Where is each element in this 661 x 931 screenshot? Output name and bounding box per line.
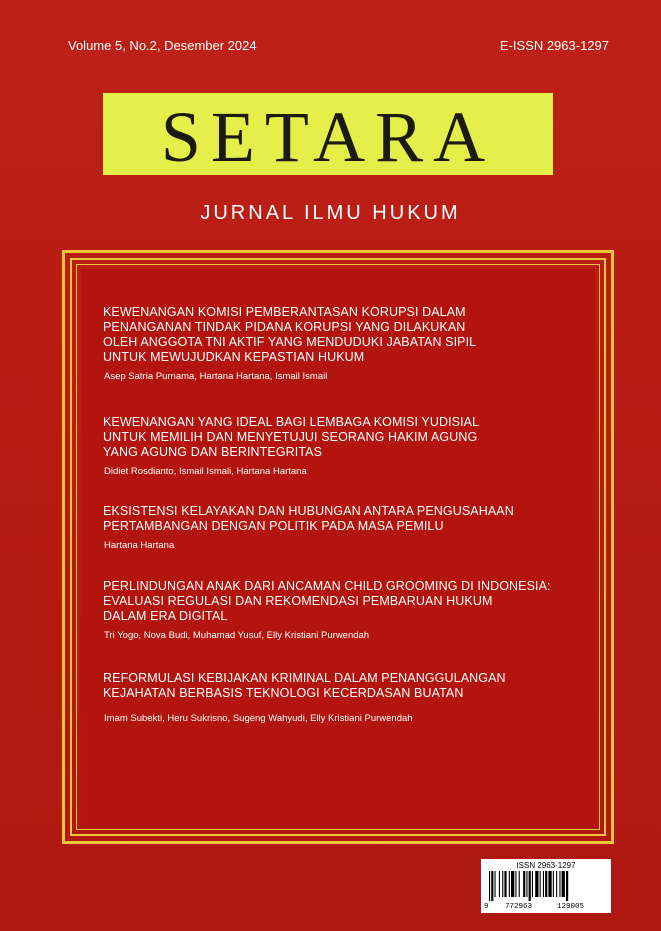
barcode-bars — [489, 871, 603, 901]
article-title-line: PERTAMBANGAN DENGAN POLITIK PADA MASA PEMILU — [103, 519, 444, 533]
article-title-line: KEWENANGAN KOMISI PEMBERANTASAN KORUPSI DALAM — [103, 305, 466, 319]
barcode-bar — [515, 871, 516, 897]
article-title-line: DALAM ERA DIGITAL — [103, 609, 228, 623]
barcode-digits-right: 129005 — [557, 903, 585, 911]
article-title — [103, 671, 603, 701]
barcode-bar — [562, 871, 565, 897]
article-2 — [103, 415, 603, 477]
barcode-digits-left: 772963 — [505, 903, 533, 911]
article-4 — [103, 579, 603, 641]
article-title-line: UNTUK MEWUJUDKAN KEPASTIAN HUKUM — [103, 350, 365, 364]
article-title-line: REFORMULASI KEBIJAKAN KRIMINAL DALAM PENANGGULANGAN — [103, 671, 506, 685]
barcode-bar — [543, 871, 544, 897]
article-authors: Imam Subekti, Heru Sukrisno, Sugeng Wahyudi, Elly Kristiani Purwendah — [104, 713, 413, 724]
article-5 — [103, 671, 603, 724]
article-title-line: PENANGANAN TINDAK PIDANA KORUPSI YANG DILAKUKAN — [103, 320, 466, 334]
barcode-issn-label: ISSN 2963-1297 — [516, 861, 576, 870]
article-title — [103, 579, 603, 624]
barcode-bar — [519, 871, 520, 897]
barcode-bar — [532, 871, 533, 897]
article-title-line: EVALUASI REGULASI DAN REKOMENDASI PEMBARUAN HUKUM — [103, 594, 493, 608]
article-1 — [103, 305, 603, 382]
article-authors: Hartana Hartana — [104, 540, 175, 551]
barcode-bar — [504, 871, 506, 897]
journal-title: SETARA — [160, 97, 496, 177]
barcode-bar — [489, 871, 490, 901]
barcode-bar — [556, 871, 557, 897]
article-title-line: KEJAHATAN BERBASIS TEKNOLOGI KECERDASAN BUATAN — [103, 686, 464, 700]
article-title-line: PERLINDUNGAN ANAK DARI ANCAMAN CHILD GROOMING DI INDONESIA: — [103, 579, 551, 593]
barcode-bar — [559, 871, 560, 897]
article-title — [103, 415, 603, 460]
article-authors: Didiet Rosdianto, Ismail Ismali, Hartana Hartana — [104, 466, 307, 477]
barcode-bar — [548, 871, 551, 897]
article-title-line: YANG AGUNG DAN BERINTEGRITAS — [103, 445, 323, 459]
journal-subtitle: JURNAL ILMU HUKUM — [200, 202, 461, 224]
barcode-digit-first: 9 — [484, 903, 489, 911]
masthead-banner — [103, 93, 553, 175]
barcode-bar — [495, 871, 496, 897]
barcode-bar — [499, 871, 500, 897]
barcode-bar — [540, 871, 541, 897]
article-3 — [103, 504, 603, 551]
article-title-line: KEWENANGAN YANG IDEAL BAGI LEMBAGA KOMISI YUDISIAL — [103, 415, 480, 429]
barcode-bar — [545, 871, 547, 897]
barcode-bar — [529, 871, 531, 901]
volume-issue-label: Volume 5, No.2, Desember 2024 — [68, 38, 257, 53]
article-title-line: EKSISTENSI KELAYAKAN DAN HUBUNGAN ANTARA PENGUSAHAAN — [103, 504, 514, 518]
barcode-bar — [509, 871, 510, 897]
issn-barcode — [481, 859, 611, 913]
barcode-bar — [491, 871, 493, 901]
barcode-bar — [511, 871, 514, 897]
eissn-label: E-ISSN 2963-1297 — [499, 38, 609, 53]
article-title-line: UNTUK MEMILIH DAN MENYETUJUI SEORANG HAKIM AGUNG — [103, 430, 478, 444]
barcode-bar — [535, 871, 538, 897]
barcode-bar — [553, 871, 554, 897]
article-authors: Asep Satria Purnama, Hartana Hartana, Ismail Ismail — [104, 371, 328, 382]
barcode-bar — [526, 871, 527, 897]
article-authors: Tri Yogo, Nova Budi, Muhamad Yusuf, Elly Kristiani Purwendah — [104, 630, 370, 641]
barcode-bar — [502, 871, 503, 897]
barcode-bar — [566, 871, 568, 901]
article-title-line: OLEH ANGGOTA TNI AKTIF YANG MENDUDUKI JABATAN SIPIL — [103, 335, 477, 349]
barcode-bar — [523, 871, 525, 897]
article-title — [103, 504, 603, 534]
article-title — [103, 305, 603, 365]
